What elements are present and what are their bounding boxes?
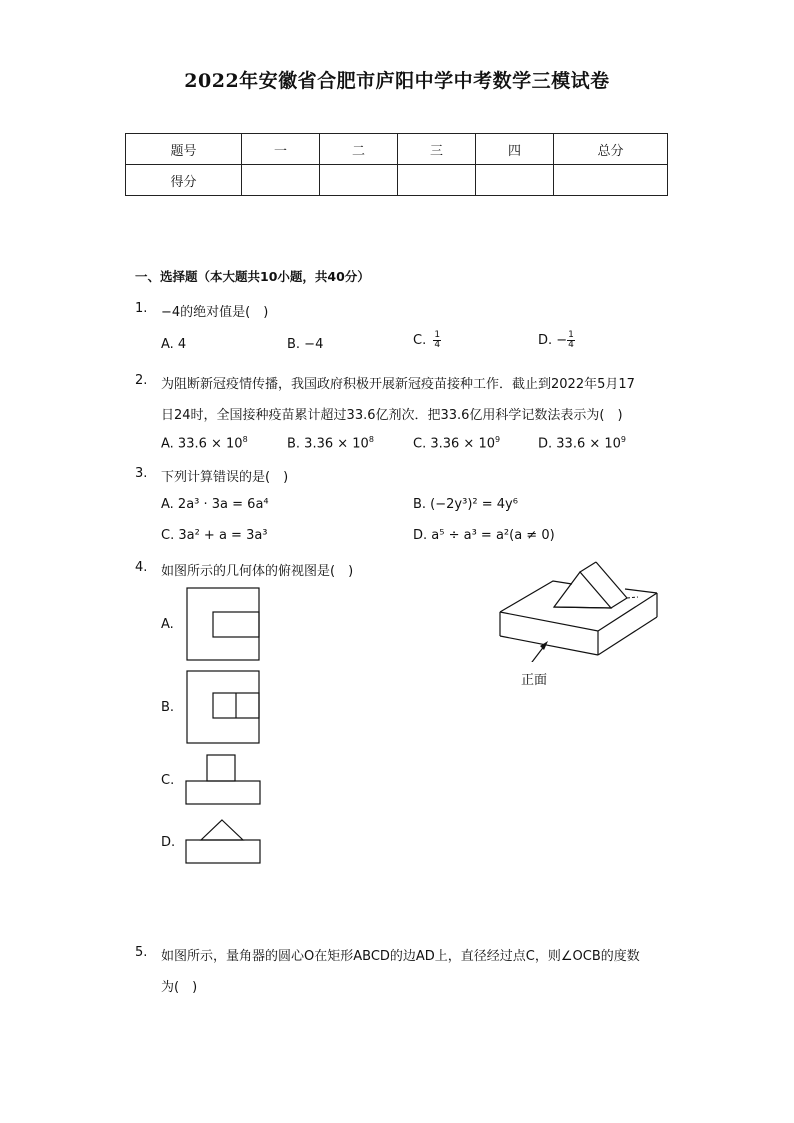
option-b [287,435,374,451]
row-label: 得分 [126,165,242,196]
option-b-exponent: 8 [368,435,374,444]
question-text-line2: 日24时，全国接种疫苗累计超过33.6亿剂次．把33.6亿用科学记数法表示为( ) [161,408,623,423]
question-text-line2: 为( ) [161,980,198,995]
option-b-figure [186,670,262,746]
option-c-figure [185,754,263,806]
option-c-exponent: 9 [495,435,501,444]
front-label: 正面 [521,673,548,688]
option-c [413,331,441,350]
question-number: 5. [135,945,148,960]
question-number: 1. [135,301,148,316]
question-number: 3. [135,466,148,481]
question-text-line1: 为阻断新冠疫情传播，我国政府积极开展新冠疫苗接种工作．截止到2022年5月17 [161,377,635,392]
option-b: B. [161,700,175,715]
option-a-figure [186,587,262,663]
score-cell [320,165,398,196]
option-a [161,435,248,451]
header-cell: 四 [476,134,554,165]
option-c: C. [161,773,175,788]
header-cell: 二 [320,134,398,165]
score-cell [554,165,668,196]
header-cell: 题号 [126,134,242,165]
header-cell: 总分 [554,134,668,165]
fraction-numerator: 1 [568,330,574,340]
option-d: D. a⁵ ÷ a³ = a²(a ≠ 0) [413,528,555,543]
option-d-prefix: D. − [538,333,568,348]
question-text: −4的绝对值是( ) [161,305,269,320]
question-text-line1: 如图所示，量角器的圆心O在矩形ABCD的边AD上，直径经过点C，则∠OCB的度数 [161,949,640,964]
option-a: A. 4 [161,337,187,352]
option-d: D. [161,835,176,850]
question-number: 4. [135,560,148,575]
table-row [126,165,668,196]
solid-figure [496,556,662,662]
table-row [126,134,668,165]
question-text: 下列计算错误的是( ) [161,470,289,485]
option-c-prefix: C. [413,333,427,348]
option-d [538,331,575,350]
question-number: 2. [135,373,148,388]
option-b: B. (−2y³)² = 4y⁶ [413,497,518,512]
option-a-exponent: 8 [242,435,248,444]
option-a: A. 2a³ · 3a = 6a⁴ [161,497,269,512]
option-d-exponent: 9 [620,435,627,444]
option-d-figure [185,818,263,866]
fraction-numerator: 1 [434,330,441,340]
score-table [125,133,668,196]
option-b: B. −4 [287,337,324,352]
score-cell [242,165,320,196]
score-cell [476,165,554,196]
option-d-base: D. 33.6 × 10 [538,436,621,452]
option-a-base: A. 33.6 × 10 [161,436,243,452]
option-b-base: B. 3.36 × 10 [287,436,369,452]
fraction [567,331,575,350]
header-cell: 三 [398,134,476,165]
question-text: 如图所示的几何体的俯视图是( ) [161,564,354,579]
fraction [433,331,441,350]
page-title: 2022年安徽省合肥市庐阳中学中考数学三模试卷 [184,70,610,92]
option-d [538,435,626,451]
header-cell: 一 [242,134,320,165]
section-heading: 一、选择题（本大题共10小题，共40分） [135,269,370,284]
option-c-base: C. 3.36 × 10 [413,436,495,452]
option-c [413,435,500,451]
option-c: C. 3a² + a = 3a³ [161,528,268,543]
score-cell [398,165,476,196]
fraction-denominator: 4 [434,340,441,350]
fraction-denominator: 4 [568,340,574,350]
option-a: A. [161,617,174,632]
